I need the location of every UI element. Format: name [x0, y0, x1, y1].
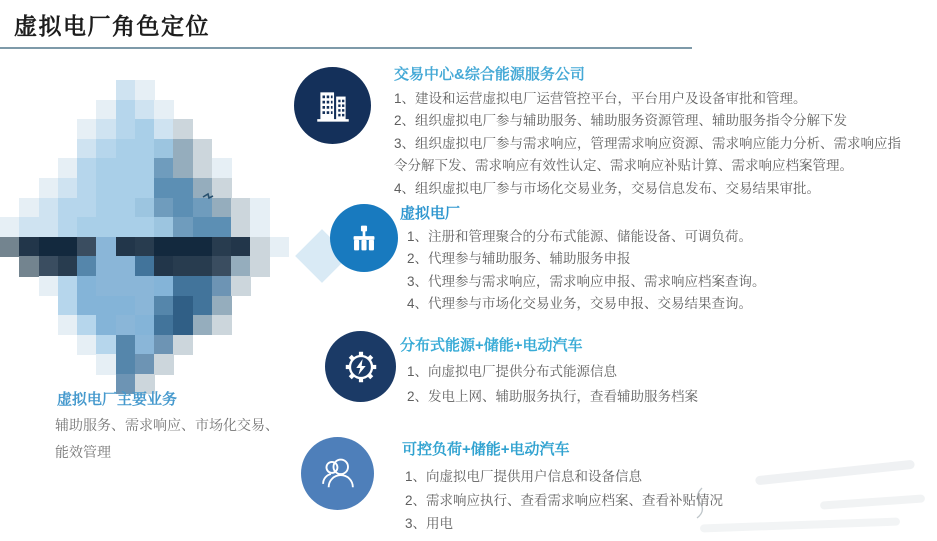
people-group-icon [301, 437, 374, 510]
section-virtual-power-plant [400, 202, 920, 316]
list-item: 3、用电 [405, 516, 454, 531]
mosaic-cell [116, 276, 136, 296]
building-icon [294, 67, 371, 144]
mosaic-cell [116, 80, 136, 100]
mosaic-cell [250, 217, 270, 237]
mosaic-cell [173, 276, 193, 296]
mosaic-cell [77, 296, 97, 316]
mosaic-cell [212, 315, 232, 335]
section-items [400, 360, 920, 410]
mosaic-cell [19, 198, 39, 218]
distribution-network-glyph [345, 219, 383, 257]
mosaic-cell [231, 198, 251, 218]
section-items [400, 226, 920, 316]
mosaic-cell [135, 198, 155, 218]
mosaic-cell [173, 335, 193, 355]
mosaic-cell [135, 80, 155, 100]
mosaic-cell [231, 256, 251, 276]
mosaic-cell [193, 139, 213, 159]
mosaic-cell [116, 315, 136, 335]
mosaic-cell [212, 198, 232, 218]
mosaic-cell [135, 256, 155, 276]
mosaic-cell [154, 315, 174, 335]
mosaic-cell [39, 256, 59, 276]
list-item: 2、代理参与辅助服务、辅助服务申报 [407, 251, 631, 267]
mosaic-cell [58, 217, 78, 237]
mosaic-cell [58, 315, 78, 335]
mosaic-cell [96, 237, 116, 257]
image-artifact [202, 192, 214, 201]
mosaic-cell [154, 139, 174, 159]
list-item: 1、注册和管理聚合的分布式能源、储能设备、可调负荷。 [407, 229, 753, 244]
mosaic-cell [19, 237, 39, 257]
mosaic-cell [77, 217, 97, 237]
mosaic-cell [173, 178, 193, 198]
list-item: 1、向虚拟电厂提供分布式能源信息 [407, 364, 618, 379]
mosaic-cell [250, 237, 270, 257]
mosaic-cell [135, 217, 155, 237]
section-items [402, 465, 922, 536]
mosaic-cell [116, 100, 136, 120]
mosaic-cell [116, 198, 136, 218]
mosaic-cell [116, 217, 136, 237]
mosaic-cell [173, 198, 193, 218]
mosaic-cell [270, 237, 290, 257]
mosaic-cell [96, 296, 116, 316]
mosaic-cell [250, 256, 270, 276]
mosaic-cell [135, 139, 155, 159]
mosaic-cell [96, 256, 116, 276]
mosaic-cell [135, 158, 155, 178]
mosaic-cell [116, 354, 136, 374]
mosaic-cell [116, 178, 136, 198]
list-item: 2、需求响应执行、查看需求响应档案、查看补贴情况 [405, 492, 724, 508]
mosaic-cell [77, 198, 97, 218]
section-distributed-energy [400, 334, 920, 410]
page-title: 虚拟电厂角色定位 [14, 13, 210, 39]
section-trading-center [394, 63, 910, 200]
mosaic-cell [96, 178, 116, 198]
mosaic-cell [212, 178, 232, 198]
mosaic-cell [77, 237, 97, 257]
mosaic-cell [116, 158, 136, 178]
mosaic-cell [154, 198, 174, 218]
mosaic-cell [193, 217, 213, 237]
mosaic-cell [193, 276, 213, 296]
building-glyph [312, 85, 354, 127]
mosaic-cell [96, 335, 116, 355]
mosaic-cell [96, 217, 116, 237]
mosaic-cell [96, 315, 116, 335]
mosaic-cell [154, 296, 174, 316]
mosaic-cell [135, 100, 155, 120]
mosaic-cell [116, 256, 136, 276]
mosaic-cell [135, 335, 155, 355]
mosaic-cell [39, 217, 59, 237]
mosaic-cell [173, 237, 193, 257]
mosaic-cell [231, 276, 251, 296]
mosaic-cell [96, 198, 116, 218]
mosaic-cell [96, 158, 116, 178]
mosaic-cell [77, 276, 97, 296]
mosaic-cell [135, 178, 155, 198]
mosaic-cell [231, 237, 251, 257]
mosaic-cell [58, 256, 78, 276]
distribution-network-icon [330, 204, 398, 272]
section-controllable-load [402, 438, 922, 536]
list-item: 3、组织虚拟电厂参与需求响应，管理需求响应资源、需求响应能力分析、需求响应指令分解下发、需求响应有效性认定、需求响应补贴计算、需求响应档案管理。 [394, 135, 902, 174]
mosaic-cell [212, 296, 232, 316]
mosaic-cell [231, 217, 251, 237]
mosaic-cell [135, 354, 155, 374]
mosaic-cell [135, 296, 155, 316]
mosaic-cell [135, 119, 155, 139]
mosaic-cell [250, 198, 270, 218]
gear-lightning-icon [325, 331, 396, 402]
mosaic-cell [77, 178, 97, 198]
mosaic-cell [173, 315, 193, 335]
mosaic-cell [173, 256, 193, 276]
mosaic-cell [0, 217, 20, 237]
mosaic-cell [154, 256, 174, 276]
list-item: 1、建设和运营虚拟电厂运营管控平台，平台用户及设备审批和管理。 [394, 91, 807, 106]
mosaic-cell [19, 256, 39, 276]
mosaic-cell [77, 335, 97, 355]
section-title: 交易中心&综合能源服务公司 [394, 66, 585, 83]
mosaic-cell [96, 139, 116, 159]
mosaic-cell [135, 276, 155, 296]
mosaic-cell [135, 237, 155, 257]
mosaic-cell [116, 237, 136, 257]
people-group-glyph [316, 452, 360, 496]
mosaic-cell [58, 158, 78, 178]
mosaic-cell [77, 119, 97, 139]
mosaic-cell [173, 139, 193, 159]
mosaic-cell [96, 119, 116, 139]
mosaic-cell [212, 158, 232, 178]
mosaic-cell [173, 119, 193, 139]
mosaic-cell [154, 354, 174, 374]
mosaic-cell [193, 237, 213, 257]
mosaic-cell [58, 198, 78, 218]
mosaic-cell [77, 158, 97, 178]
mosaic-cell [0, 237, 20, 257]
section-items [394, 88, 910, 200]
list-item: 4、代理参与市场化交易业务，交易申报、交易结果查询。 [407, 296, 753, 312]
mosaic-cell [193, 256, 213, 276]
mosaic-cell [77, 256, 97, 276]
list-item: 2、发电上网、辅助服务执行，查看辅助服务档案 [407, 388, 699, 404]
mosaic-cell [19, 217, 39, 237]
mosaic-cell [154, 119, 174, 139]
mosaic-cell [58, 296, 78, 316]
mosaic-cell [154, 276, 174, 296]
list-item: 3、代理参与需求响应，需求响应申报、需求响应档案查询。 [407, 273, 766, 289]
mosaic-cell [135, 315, 155, 335]
mosaic-cell [193, 158, 213, 178]
mosaic-cell [116, 139, 136, 159]
mosaic-cell [173, 296, 193, 316]
mosaic-cell [39, 178, 59, 198]
mosaic-cell [96, 100, 116, 120]
mosaic-cell [77, 139, 97, 159]
mosaic-cell [96, 354, 116, 374]
mosaic-cell [58, 276, 78, 296]
mosaic-cell [96, 276, 116, 296]
mosaic-cell [154, 158, 174, 178]
section-title: 分布式能源+储能+电动汽车 [400, 337, 583, 354]
mosaic-cell [116, 119, 136, 139]
mosaic-cell [58, 178, 78, 198]
mosaic-cell [173, 158, 193, 178]
mosaic-cell [154, 217, 174, 237]
section-title: 虚拟电厂 [400, 205, 461, 222]
list-item: 1、向虚拟电厂提供用户信息和设备信息 [405, 469, 643, 484]
list-item: 4、组织虚拟电厂参与市场化交易业务，交易信息发布、交易结果审批。 [394, 180, 821, 196]
mosaic-cell [212, 237, 232, 257]
mosaic-cell [39, 276, 59, 296]
mosaic-cell [154, 237, 174, 257]
mosaic-cell [212, 276, 232, 296]
mosaic-cell [212, 217, 232, 237]
mosaic-cell [116, 335, 136, 355]
pixelated-image [0, 80, 308, 394]
left-caption-body: 辅助服务、需求响应、市场化交易、能效管理 [55, 417, 279, 460]
mosaic-cell [39, 198, 59, 218]
mosaic-cell [154, 335, 174, 355]
mosaic-cell [116, 296, 136, 316]
mosaic-cell [212, 256, 232, 276]
mosaic-cell [39, 237, 59, 257]
section-title: 可控负荷+储能+电动汽车 [402, 441, 570, 458]
mosaic-cell [193, 296, 213, 316]
title-underline [0, 47, 692, 49]
mosaic-cell [173, 217, 193, 237]
mosaic-cell [154, 100, 174, 120]
list-item: 2、组织虚拟电厂参与辅助服务、辅助服务资源管理、辅助服务指令分解下发 [394, 113, 848, 129]
mosaic-cell [193, 315, 213, 335]
mosaic-cell [77, 315, 97, 335]
mosaic-cell [58, 237, 78, 257]
left-caption-title: 虚拟电厂主要业务 [57, 391, 178, 408]
mosaic-cell [154, 178, 174, 198]
gear-lightning-glyph [340, 346, 382, 388]
